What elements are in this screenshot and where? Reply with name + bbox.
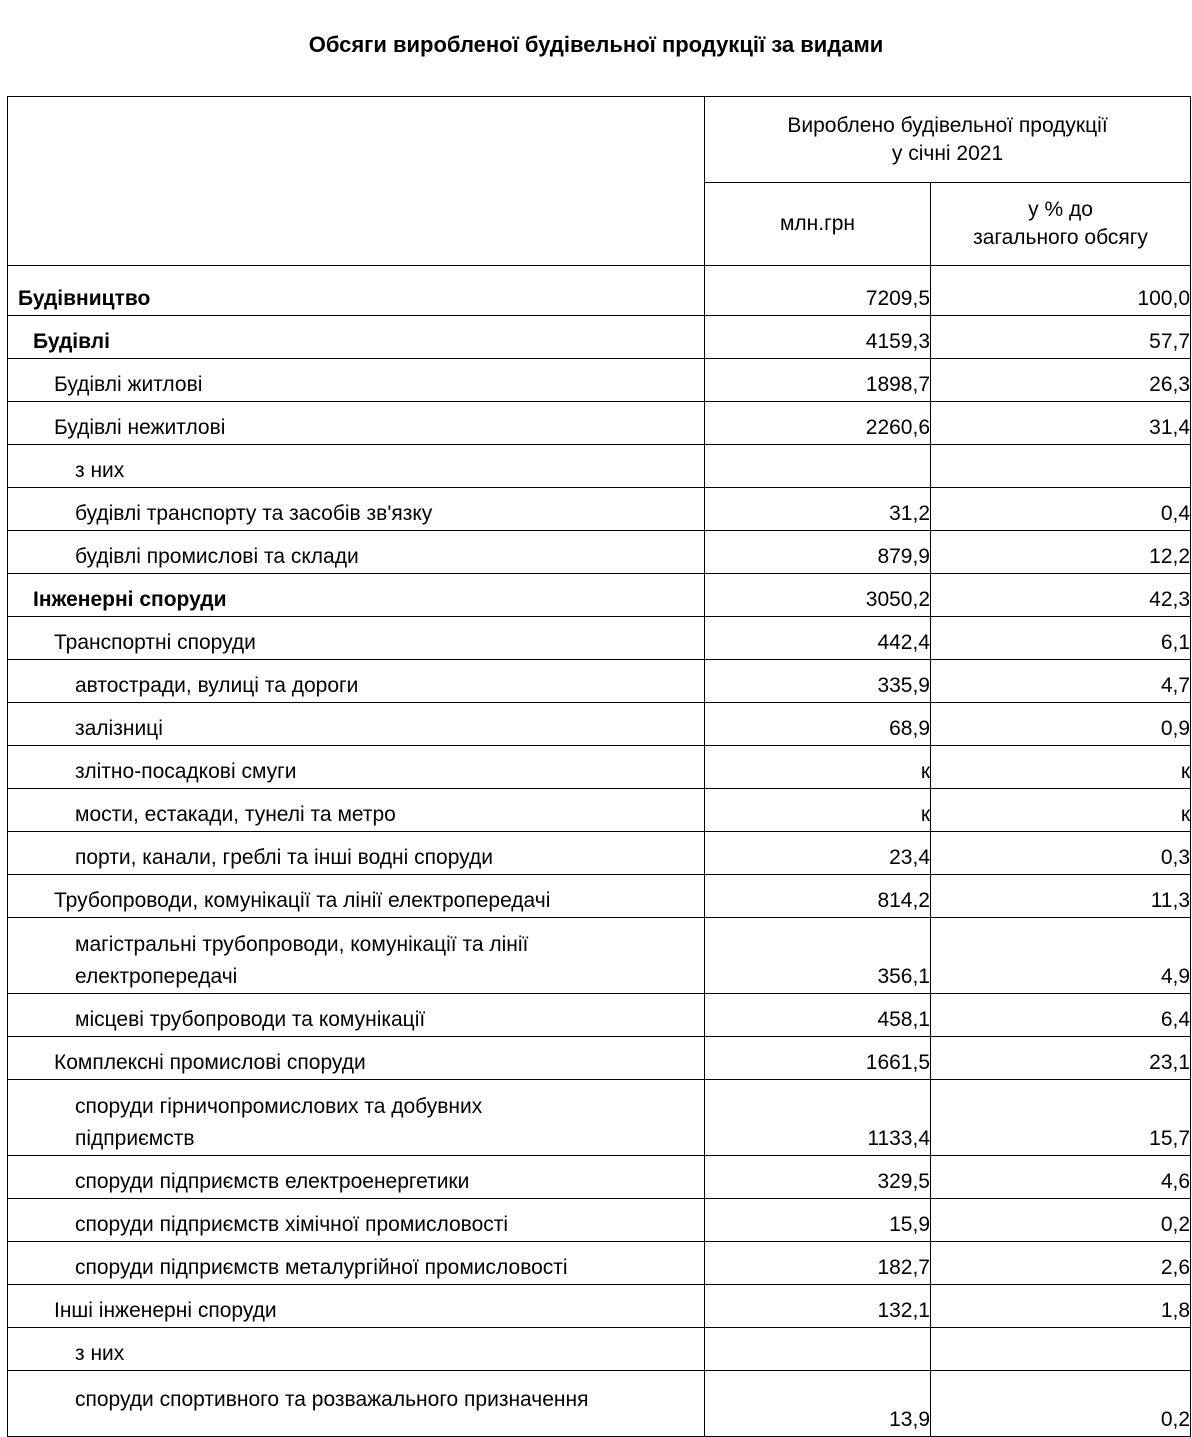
row-value: 4159,3	[705, 316, 931, 359]
row-value: 68,9	[705, 703, 931, 746]
row-value	[705, 1328, 931, 1371]
table-row	[8, 832, 1191, 875]
table-row	[8, 1285, 1191, 1328]
table-row	[8, 660, 1191, 703]
row-pct: 26,3	[931, 359, 1191, 402]
table-row	[8, 617, 1191, 660]
row-value: 1133,4	[705, 1080, 931, 1156]
row-value: 356,1	[705, 918, 931, 994]
header-pct-line2: загального обсягу	[973, 226, 1148, 249]
row-pct: 100,0	[931, 266, 1191, 316]
row-value: 3050,2	[705, 574, 931, 617]
row-value: 2260,6	[705, 402, 931, 445]
row-name: місцеві трубопроводи та комунікації	[8, 994, 705, 1037]
table-row	[8, 1371, 1191, 1437]
row-value: 335,9	[705, 660, 931, 703]
row-name: споруди підприємств металургійної промисловості	[8, 1242, 705, 1285]
header-pct-line1: у % до	[1028, 198, 1093, 221]
table-row	[8, 994, 1191, 1037]
row-value: 814,2	[705, 875, 931, 918]
row-pct: 1,8	[931, 1285, 1191, 1328]
row-name: Будівлі нежитлові	[8, 402, 705, 445]
row-pct: 11,3	[931, 875, 1191, 918]
row-name: залізниці	[8, 703, 705, 746]
row-pct: 15,7	[931, 1080, 1191, 1156]
header-value-cell	[705, 183, 931, 266]
row-pct: 2,6	[931, 1242, 1191, 1285]
table-row	[8, 789, 1191, 832]
header-group-cell	[705, 97, 1191, 183]
row-pct: 4,6	[931, 1156, 1191, 1199]
table-row	[8, 703, 1191, 746]
row-name-line1: магістральні трубопроводи, комунікації та лінії	[75, 933, 529, 956]
table-row	[8, 1037, 1191, 1080]
row-pct: 31,4	[931, 402, 1191, 445]
row-name: Транспортні споруди	[8, 617, 705, 660]
row-pct: 0,4	[931, 488, 1191, 531]
row-value: 15,9	[705, 1199, 931, 1242]
header-value-label: млн.грн	[779, 212, 856, 235]
row-name: Будівлі	[8, 316, 705, 359]
row-value: 13,9	[705, 1371, 931, 1437]
table-row	[8, 1242, 1191, 1285]
row-name: Інші інженерні споруди	[8, 1285, 705, 1328]
table-row	[8, 402, 1191, 445]
table-row	[8, 359, 1191, 402]
row-pct: 23,1	[931, 1037, 1191, 1080]
table-row	[8, 875, 1191, 918]
table-row	[8, 316, 1191, 359]
row-name: Трубопроводи, комунікації та лінії електропередачі	[8, 875, 705, 918]
row-pct: 42,3	[931, 574, 1191, 617]
table-row	[8, 574, 1191, 617]
row-name: Будівництво	[8, 266, 705, 316]
table-row	[8, 531, 1191, 574]
row-value: 1898,7	[705, 359, 931, 402]
row-pct	[931, 445, 1191, 488]
header-empty-cell	[8, 97, 705, 266]
row-name: з них	[8, 445, 705, 488]
header-pct-cell	[931, 183, 1191, 266]
row-value: 132,1	[705, 1285, 931, 1328]
table-row	[8, 266, 1191, 316]
production-table	[7, 96, 1191, 1437]
row-name: будівлі промислові та склади	[8, 531, 705, 574]
row-value: 7209,5	[705, 266, 931, 316]
row-value: к	[705, 789, 931, 832]
row-pct: 0,2	[931, 1199, 1191, 1242]
row-pct: 12,2	[931, 531, 1191, 574]
row-value: 879,9	[705, 531, 931, 574]
row-name-line2: підприємств	[75, 1127, 195, 1150]
row-pct: 0,3	[931, 832, 1191, 875]
row-name: Будівлі житлові	[8, 359, 705, 402]
row-value: 329,5	[705, 1156, 931, 1199]
row-pct: 6,1	[931, 617, 1191, 660]
row-name: порти, канали, греблі та інші водні споруди	[8, 832, 705, 875]
row-name	[8, 918, 705, 994]
row-name: Комплексні промислові споруди	[8, 1037, 705, 1080]
row-name: автостради, вулиці та дороги	[8, 660, 705, 703]
row-value: 1661,5	[705, 1037, 931, 1080]
row-pct: 4,9	[931, 918, 1191, 994]
row-name: з них	[8, 1328, 705, 1371]
table-row	[8, 1080, 1191, 1156]
row-name: будівлі транспорту та засобів зв'язку	[8, 488, 705, 531]
page-title: Обсяги виробленої будівельної продукції за видами	[308, 32, 884, 57]
row-name-line2: електропередачі	[75, 965, 238, 988]
row-value: к	[705, 746, 931, 789]
row-name-line1: споруди гірничопромислових та добувних	[75, 1095, 483, 1118]
header-group-line2: у січні 2021	[891, 141, 1004, 165]
row-name: споруди підприємств електроенергетики	[8, 1156, 705, 1199]
table-row	[8, 488, 1191, 531]
row-value: 31,2	[705, 488, 931, 531]
row-name: Інженерні споруди	[8, 574, 705, 617]
row-pct: к	[931, 746, 1191, 789]
row-pct: 0,9	[931, 703, 1191, 746]
row-name: споруди спортивного та розважального призначення	[8, 1371, 705, 1437]
row-value: 182,7	[705, 1242, 931, 1285]
row-value: 458,1	[705, 994, 931, 1037]
row-name: мости, естакади, тунелі та метро	[8, 789, 705, 832]
row-pct: 57,7	[931, 316, 1191, 359]
table-row	[8, 918, 1191, 994]
row-pct	[931, 1328, 1191, 1371]
row-name: споруди підприємств хімічної промисловості	[8, 1199, 705, 1242]
table-row	[8, 1328, 1191, 1371]
row-value	[705, 445, 931, 488]
table-row	[8, 746, 1191, 789]
row-pct: к	[931, 789, 1191, 832]
row-name: злітно-посадкові смуги	[8, 746, 705, 789]
table-row	[8, 1156, 1191, 1199]
header-group-line1: Вироблено будівельної продукції	[787, 113, 1108, 137]
row-pct: 0,2	[931, 1371, 1191, 1437]
row-value: 442,4	[705, 617, 931, 660]
row-pct: 6,4	[931, 994, 1191, 1037]
row-name	[8, 1080, 705, 1156]
row-pct: 4,7	[931, 660, 1191, 703]
table-row	[8, 445, 1191, 488]
table-row	[8, 1199, 1191, 1242]
row-value: 23,4	[705, 832, 931, 875]
